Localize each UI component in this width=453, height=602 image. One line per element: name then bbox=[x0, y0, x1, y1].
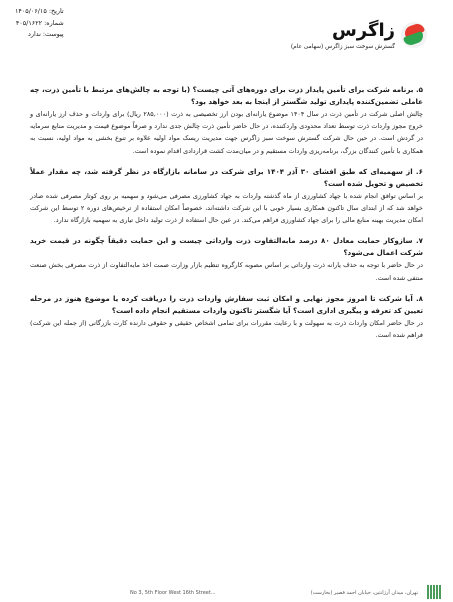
letter-attachment: پیوست: ندارد bbox=[28, 30, 64, 38]
question-6: ۶. از سهمیه‌ای که طبق افشای ۳۰ آذر ۱۴۰۴ برای شرکت در سامانه بازارگاه در نظر گرفته شد، چه مقدار عملاً تخصیص و تحویل شده است؟ bbox=[30, 166, 423, 188]
question-7: ۷. سازوکار حمایت معادل ۸۰ درصد مابه‌التفاوت ذرت وارداتی چیست و این حمایت دقیقاً چگونه در قیمت خرید شرکت اعمال می‌شود؟ bbox=[30, 236, 423, 258]
qr-code-icon bbox=[427, 585, 441, 599]
company-logo bbox=[290, 20, 427, 66]
brand-subtitle: گسترش سوخت سبز زاگرس (سهامی عام) bbox=[290, 44, 395, 50]
page-footer bbox=[0, 584, 453, 602]
letter-number: شماره: ۴۰۵/۱۶۲۲ bbox=[15, 18, 64, 27]
qa-content bbox=[30, 84, 423, 341]
answer-5: چالش اصلی شرکت در تأمین ذرت در سال ۱۴۰۴ موضوع یارانه‌ای بودن ارز تخصیصی به ذرت (۲۸۵,۰۰۰ ریال) برای واردات و حذف ارز یارانه‌ای و خروج مجوز واردات ذرت توسط تعداد محدودی واردکننده، در حال حاضر تأمین ذرت چالش جدی ندارد و صرفاً موضوع قیمت و مدیریت منابع سرمایه در گردش است. در حین حال شرکت گسترش سوخت سبز زاگرس جهت مدیریت ریسک مواد اولیه علاوه بر تنوع بخشی به مواد اولیه، نسبت به همکاری با تأمین کنندگان بزرگ، برنامه‌ریزی واردات مستقیم و در میان‌مدت کشت قراردادی اقدام نموده است. bbox=[30, 110, 423, 155]
letter-meta bbox=[15, 6, 64, 41]
answer-7: در حال حاضر با توجه به حذف یارانه ذرت وارداتی بر اساس مصوبه کارگروه تنظیم بازار وزارت صمت اخذ مابه‌التفاوت از ذرت مصرفی بخش صنعت منتفی شده است. bbox=[30, 261, 423, 282]
letter-date: تاریخ: ۱۴۰۵/۰۶/۱۵ bbox=[15, 7, 64, 15]
footer-address-fa: تهران، میدان آرژانتین، خیابان احمد قصیر (بخارست) bbox=[310, 590, 418, 596]
answer-8: در حال حاضر امکان واردات ذرت به سهولت و با رعایت مقررات برای تمامی اشخاص حقیقی و حقوقی دارنده کارت بازرگانی (از جمله این شرکت) فراهم شده است. bbox=[30, 318, 423, 340]
brand-name: زاگرس bbox=[331, 20, 395, 41]
question-8: ۸. آیا شرکت تا امروز مجوز نهایی و امکان ثبت سفارش واردات ذرت را دریافت کرده یا موضوع هنوز در مرحله تعیین کد تعرفه و پیگیری اداری است؟ آیا شگستر تاکنون واردات مستقیم انجام داده است؟ bbox=[30, 293, 423, 315]
logo-mark-icon bbox=[401, 22, 427, 48]
answer-6: بر اساس توافق انجام شده با جهاد کشاورزی از ماه گذشته واردات به جهاد کشاورزی مصرفی می‌شود و سهمیه بر روی کوتاز مصرفی شده صادر خواهد شد که از ابتدای سال تاکنون همکاری بسیار خوبی با این شرکت داشته‌اند، خصوصاً امکان استفاده از ترخیص‌های دوره ۲ توسط این شرکت امکان مدیریت بهینه منابع مالی را برای جهاد کشاورزی فراهم می‌کند. در عین حال استفاده از ذرت تولید داخل تیاری به سهمیه بازارگاه ندارد. bbox=[30, 191, 423, 225]
footer-address-en: No 3, 5th Floor West 16th Street... bbox=[130, 590, 216, 596]
question-5: ۵. برنامه شرکت برای تأمین پایدار ذرت برای دوره‌های آتی چیست؟ (با توجه به چالش‌های مرتبط با تأمین ذرت، چه عاملی تضمین‌کننده پایداری تولید شگستر از اینجا به بعد خواهد بود؟ bbox=[30, 85, 423, 106]
